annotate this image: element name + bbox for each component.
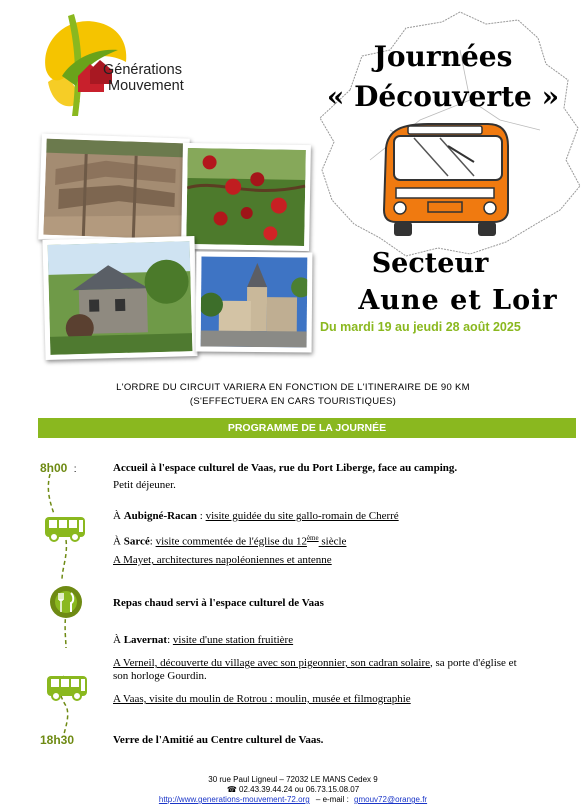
- footer-phone: ☎ 02.43.39.44.24 ou 06.73.15.08.07: [226, 785, 360, 794]
- programme-petit-dejeuner: Petit déjeuner.: [113, 479, 176, 491]
- bus-icon: [44, 516, 86, 542]
- title-line-2: « Découverte »: [326, 80, 560, 113]
- title-line-4: Aune et Loir: [358, 285, 558, 316]
- website-link[interactable]: http://www.generations-mouvement-72.org: [158, 795, 310, 804]
- start-time-value: 8h00: [40, 461, 68, 475]
- email-link[interactable]: gmouv72@orange.fr: [354, 795, 428, 804]
- email-label: – e-mail :: [315, 795, 349, 804]
- title-line-3: Secteur: [371, 248, 489, 279]
- programme-header: PROGRAMME DE LA JOURNÉE: [38, 418, 576, 438]
- sarce-prefix: À: [113, 535, 124, 548]
- programme-aubigne: [113, 510, 399, 523]
- programme-repas: Repas chaud servi à l'espace culturel de Vaas: [113, 597, 324, 609]
- transport-note: (S'EFFECTUERA EN CARS TOURISTIQUES): [189, 396, 397, 407]
- verneil-underlined: A Verneil, découverte du village avec son pigeonnier, son cadran solaire: [113, 657, 431, 669]
- cutlery-icon: [50, 586, 82, 618]
- bus-icon: [46, 675, 88, 701]
- itinerary-note: L'ORDRE DU CIRCUIT VARIERA EN FONCTION DE L'ITINERAIRE DE 90 KM: [116, 382, 470, 393]
- lavernat-prefix: À: [113, 634, 124, 646]
- programme-accueil: Accueil à l'espace culturel de Vaas, rue du Port Liberge, face au camping.: [113, 462, 458, 474]
- title-line-1: Journées: [373, 40, 513, 73]
- programme-mayet: A Mayet, architectures napoléoniennes et antenne: [113, 554, 332, 566]
- logo-line-2: Mouvement: [108, 78, 184, 94]
- aubigne-sep: :: [197, 510, 206, 522]
- sarce-text-a: visite commentée de l'église du 12: [155, 535, 307, 548]
- footer-contact: [0, 795, 586, 805]
- aubigne-prefix: À: [113, 510, 124, 522]
- photo-apples: [181, 143, 311, 251]
- aubigne-place: Aubigné-Racan: [123, 510, 198, 522]
- programme-sarce: [113, 532, 346, 549]
- verneil-rest: , sa porte d'église et: [430, 657, 517, 669]
- photo-mill: [42, 236, 197, 360]
- sarce-text-b: siècle: [318, 535, 347, 548]
- start-time: [40, 461, 76, 475]
- logo-text: [103, 62, 184, 94]
- end-time: 18h30: [40, 733, 75, 747]
- lavernat-place: Lavernat: [123, 634, 168, 646]
- sarce-place: Sarcé: [123, 535, 150, 548]
- photo-church: [196, 251, 313, 352]
- programme-vaas: A Vaas, visite du moulin de Rotrou : moulin, musée et filmographie: [113, 693, 411, 705]
- programme-verre: Verre de l'Amitié au Centre culturel de Vaas.: [113, 734, 324, 746]
- start-time-colon: :: [73, 464, 77, 475]
- verneil-line-2: son horloge Gourdin.: [113, 670, 207, 682]
- lavernat-sep: :: [167, 634, 173, 646]
- logo-line-1: Générations: [103, 62, 182, 78]
- aubigne-text: visite guidée du site gallo-romain de Cherré: [205, 510, 399, 522]
- photo-gallo-roman-site: [38, 133, 190, 244]
- event-dates: Du mardi 19 au jeudi 28 août 2025: [320, 320, 521, 334]
- bus-illustration: [378, 118, 512, 240]
- sarce-sep: :: [149, 535, 156, 548]
- programme-verneil: [113, 657, 573, 683]
- programme-lavernat: [113, 634, 293, 647]
- sarce-superscript: ème: [306, 534, 319, 542]
- footer-address: 30 rue Paul Ligneul – 72032 LE MANS Cedex 9: [208, 775, 378, 784]
- lavernat-text: visite d'une station fruitière: [172, 634, 294, 646]
